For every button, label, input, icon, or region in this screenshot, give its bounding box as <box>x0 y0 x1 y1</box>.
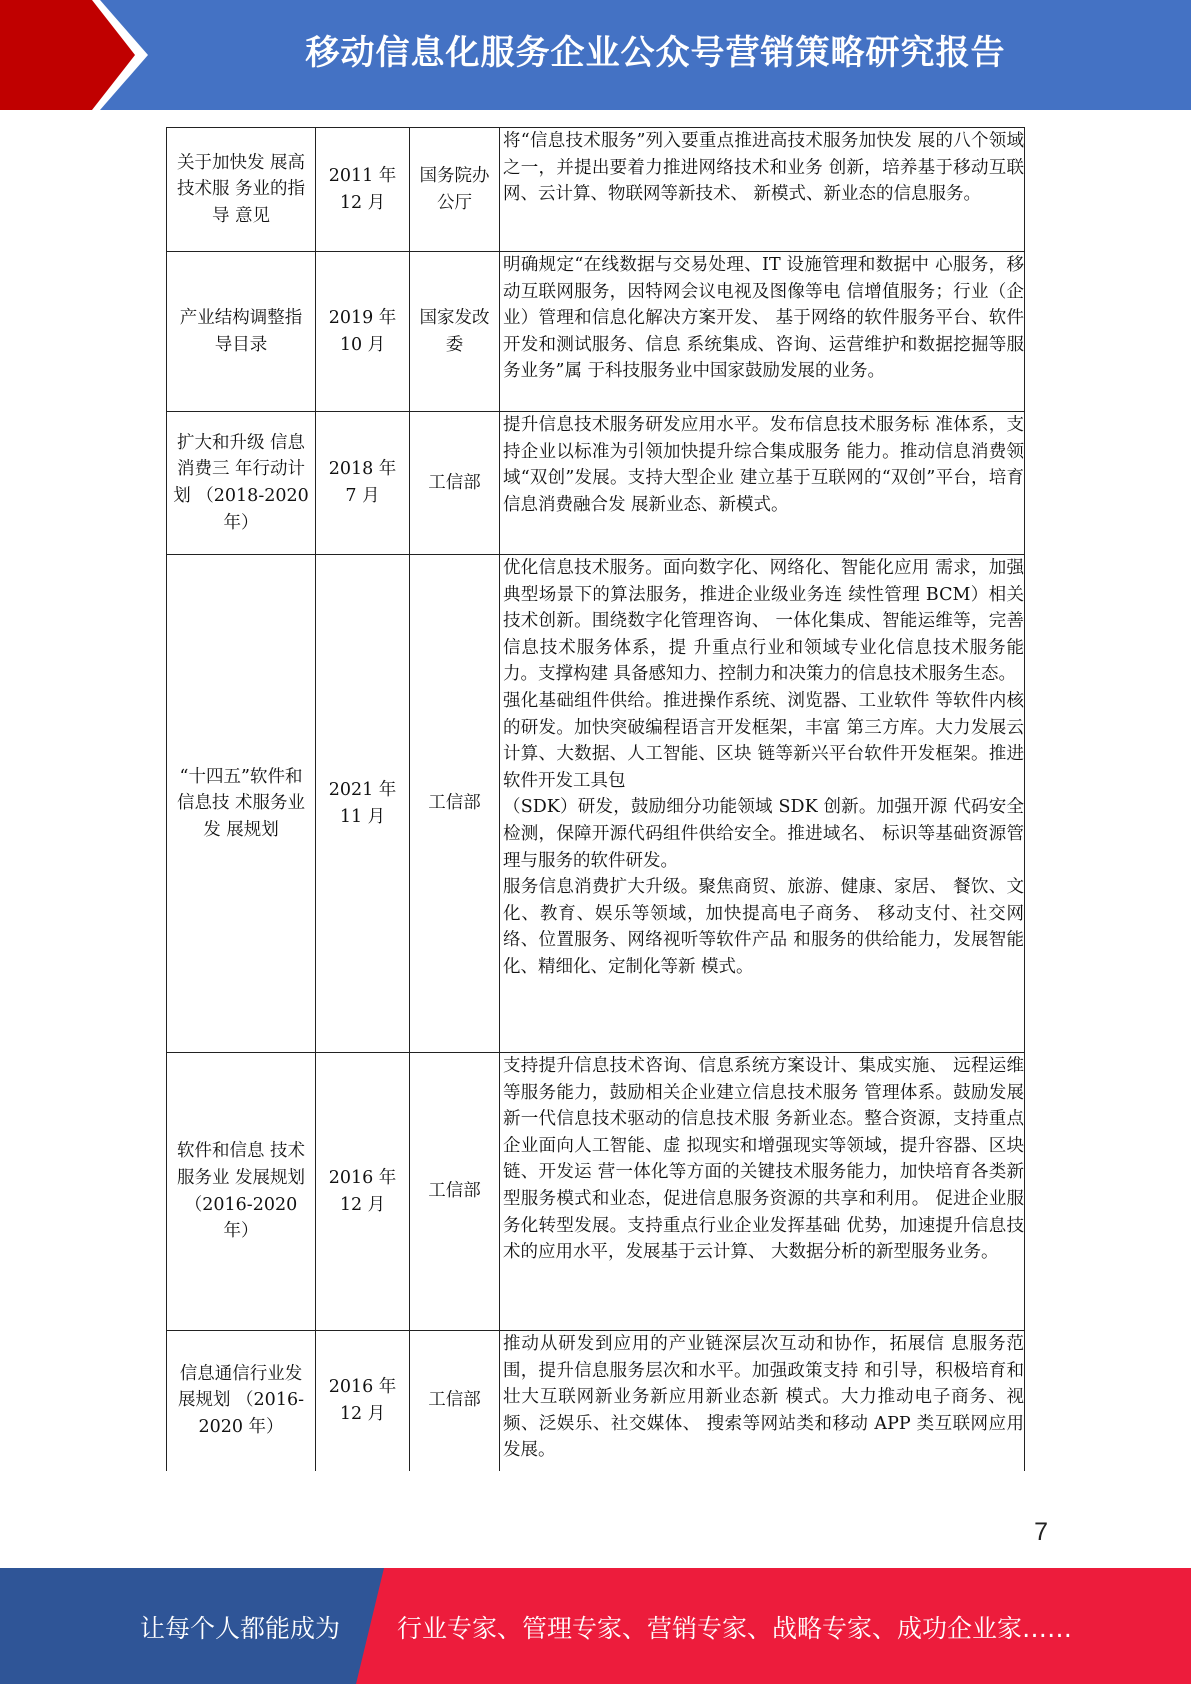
table-row <box>167 412 1025 555</box>
policy-date-line: 12 月 <box>339 1194 386 1215</box>
policy-date-line: 12 月 <box>339 1403 386 1424</box>
policy-content-cell <box>500 555 1025 1053</box>
policy-content-paragraph: 推动从研发到应用的产业链深层次互动和协作，拓展信 息服务范围，提升信息服务层次和水平。加强政策支持 和引导，积极培育和壮大互联网新业务新应用新业态新 模式。大力推动电子商务、视频、泛娱乐、社交媒体、 搜索等网站类和移动 APP 类互联网应用发展。 <box>503 1334 1024 1461</box>
policy-dept-cell: 国家发改委 <box>410 252 500 412</box>
table-row <box>167 1053 1025 1331</box>
policy-content-paragraph: 服务信息消费扩大升级。聚焦商贸、旅游、健康、家居、 餐饮、文化、教育、娱乐等领域，加快提高电子商务、 移动支付、社交网络、位置服务、网络视听等软件产品 和服务的供给能力，发展智能化、精细化、定制化等新 模式。 <box>503 877 1024 977</box>
policy-date-line: 2019 年 <box>328 307 397 328</box>
policy-date-cell <box>316 1331 410 1471</box>
policy-date-line: 10 月 <box>339 334 386 355</box>
policy-name-cell: 扩大和升级 信息消费三 年行动计划 （2018-2020 年） <box>167 412 316 555</box>
policy-date-line: 2018 年 <box>328 459 397 480</box>
policy-content-cell <box>500 1331 1025 1471</box>
footer-slogan-left: 让每个人都能成为 <box>140 1614 341 1643</box>
policy-content-paragraph: 明确规定“在线数据与交易处理、IT 设施管理和数据中 心服务，移动互联网服务，因特网会议电视及图像等电 信增值服务；行业（企业）管理和信息化解决方案开发、 基于网络的软件服务平台、软件开发和测试服务、信息 系统集成、咨询、运营维护和数据挖掘等服务业务”属 于科技服务业中国家鼓励发展的业务。 <box>503 255 1024 382</box>
table-row <box>167 555 1025 1053</box>
policy-name-cell: 软件和信息 技术服务业 发展规划 （2016-2020 年） <box>167 1053 316 1331</box>
policy-content-paragraph: 将“信息技术服务”列入要重点推进高技术服务加快发 展的八个领域之一，并提出要着力推进网络技术和业务 创新，培养基于移动互联网、云计算、物联网等新技术、 新模式、新业态的信息服务。 <box>503 131 1024 205</box>
policy-date-cell <box>316 1053 410 1331</box>
policy-name-cell: 信息通信行业发展规划 （2016-2020 年） <box>167 1331 316 1471</box>
table-row <box>167 1331 1025 1471</box>
policy-date-line: 2016 年 <box>328 1377 397 1398</box>
policy-table <box>166 127 1025 1471</box>
table-row <box>167 128 1025 252</box>
policy-content-paragraph: （SDK）研发，鼓励细分功能领域 SDK 创新。加强开源 代码安全检测，保障开源代码组件供给安全。推进域名、 标识等基础资源管理与服务的软件研发。 <box>503 797 1024 871</box>
policy-date-line: 2021 年 <box>328 779 397 800</box>
policy-dept-cell: 工信部 <box>410 1053 500 1331</box>
policy-date-line: 12 月 <box>339 192 386 213</box>
policy-date-cell <box>316 555 410 1053</box>
policy-date-line: 2016 年 <box>328 1167 397 1188</box>
policy-dept-cell: 工信部 <box>410 555 500 1053</box>
policy-content-cell <box>500 128 1025 252</box>
policy-name-cell: “十四五”软件和信息技 术服务业发 展规划 <box>167 555 316 1053</box>
page-number: 7 <box>1034 1518 1048 1546</box>
policy-content-paragraph: 提升信息技术服务研发应用水平。发布信息技术服务标 准体系，支持企业以标准为引领加快提升综合集成服务 能力。推动信息消费领域“双创”发展。支持大型企业 建立基于互联网的“双创”平台，培育信息消费融合发 展新业态、新模式。 <box>503 415 1024 515</box>
policy-date-cell <box>316 128 410 252</box>
table-row <box>167 252 1025 412</box>
policy-date-cell <box>316 252 410 412</box>
policy-dept-cell: 国务院办公厅 <box>410 128 500 252</box>
policy-date-line: 11 月 <box>339 806 386 827</box>
page-footer <box>0 1568 1191 1684</box>
policy-content-paragraph: 强化基础组件供给。推进操作系统、浏览器、工业软件 等软件内核的研发。加快突破编程语言开发框架，丰富 第三方库。大力发展云计算、大数据、人工智能、区块 链等新兴平台软件开发框架。推进软件开发工具包 <box>503 690 1024 791</box>
policy-content-cell <box>500 412 1025 555</box>
policy-content-cell <box>500 1053 1025 1331</box>
report-title: 移动信息化服务企业公众号营销策略研究报告 <box>305 33 1006 73</box>
page-header <box>0 0 1191 110</box>
policy-dept-cell: 工信部 <box>410 412 500 555</box>
policy-name-cell: 关于加快发 展高技术服 务业的指导 意见 <box>167 128 316 252</box>
policy-dept-cell: 工信部 <box>410 1331 500 1471</box>
policy-date-cell <box>316 412 410 555</box>
policy-content-paragraph: 优化信息技术服务。面向数字化、网络化、智能化应用 需求，加强典型场景下的算法服务，推进企业级业务连 续性管理 BCM）相关技术创新。围绕数字化管理咨询、 一体化集成、智能运维等，完善信息技术服务体系，提 升重点行业和领域专业化信息技术服务能力。支撑构建 具备感知力、控制力和决策力的信息技术服务生态。 <box>503 558 1024 685</box>
policy-name-cell: 产业结构调整指导目录 <box>167 252 316 412</box>
policy-date-line: 7 月 <box>345 486 380 506</box>
footer-slogan-right: 行业专家、管理专家、营销专家、战略专家、成功企业家…… <box>397 1614 1073 1643</box>
policy-content-cell <box>500 252 1025 412</box>
policy-content-paragraph: 支持提升信息技术咨询、信息系统方案设计、集成实施、 远程运维等服务能力，鼓励相关企业建立信息技术服务 管理体系。鼓励发展新一代信息技术驱动的信息技术服 务新业态。整合资源，支持重点企业面向人工智能、虚 拟现实和增强现实等领域，提升容器、区块链、开发运 营一体化等方面的关键技术服务能力，加快培育各类新 型服务模式和业态，促进信息服务资源的共享和利用。 促进企业服务化转型发展。支持重点行业企业发挥基础 优势，加速提升信息技术的应用水平，发展基于云计算、 大数据分析的新型服务业务。 <box>503 1056 1024 1263</box>
policy-date-line: 2011 年 <box>328 165 397 186</box>
